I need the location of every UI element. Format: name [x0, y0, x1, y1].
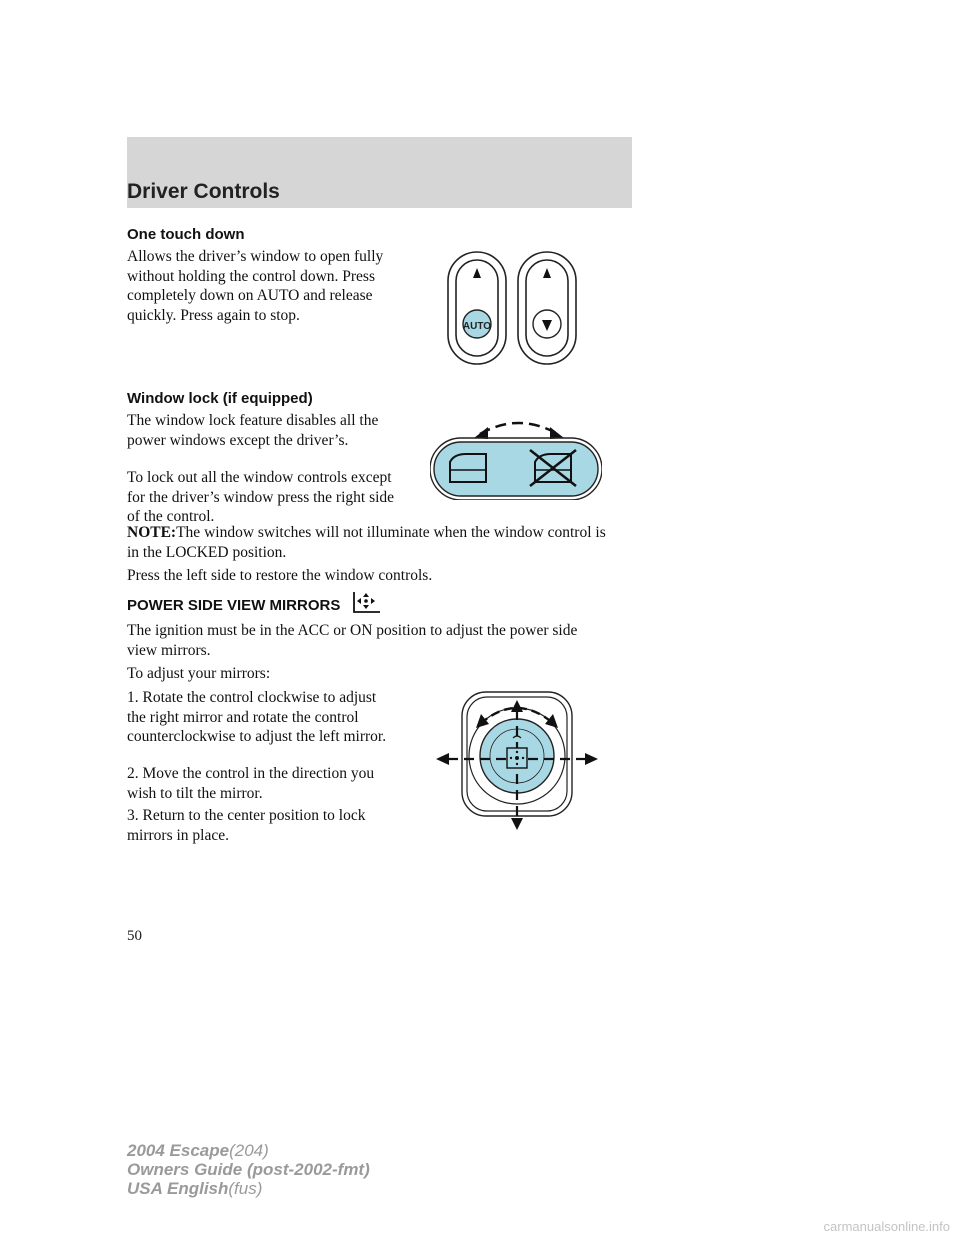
footer-model-code: (204) — [229, 1141, 269, 1160]
footer-model: 2004 Escape — [127, 1141, 230, 1160]
footer-language-code: (fus) — [228, 1179, 263, 1198]
mirrors-step-2: 2. Move the control in the direction you wish to tilt the mirror. — [127, 765, 375, 802]
note-label: NOTE: — [127, 524, 177, 541]
window-lock-para-2: To lock out all the window controls except for the driver’s window press the right side of the control. — [127, 469, 395, 525]
window-lock-heading: Window lock (if equipped) — [127, 390, 313, 407]
auto-button-label: AUTO — [462, 321, 492, 332]
footer-language: USA English — [127, 1179, 229, 1198]
mirrors-para-2: To adjust your mirrors: — [127, 665, 271, 682]
note-text: The window switches will not illuminate when the window control is in the LOCKED position. — [127, 524, 606, 561]
mirror-control-figure — [434, 690, 600, 832]
mirrors-para-1: The ignition must be in the ACC or ON position to adjust the power side view mirrors. — [127, 622, 578, 659]
page-title: Driver Controls — [127, 180, 280, 203]
window-lock-para-3: Press the left side to restore the window controls. — [127, 567, 433, 584]
page-number: 50 — [127, 928, 142, 944]
window-switch-figure — [446, 250, 580, 368]
footer — [127, 1141, 370, 1198]
one-touch-body: Allows the driver’s window to open fully without holding the control down. Press completely down on AUTO and release quickly. Press again to stop. — [127, 248, 384, 324]
mirrors-step-1: 1. Rotate the control clockwise to adjust the right mirror and rotate the control counterclockwise to adjust the left mirror. — [127, 689, 387, 745]
window-lock-para-1: The window lock feature disables all the power windows except the driver’s. — [127, 412, 379, 449]
one-touch-heading: One touch down — [127, 226, 245, 243]
mirror-control-icon — [352, 590, 382, 616]
footer-guide: Owners Guide (post-2002-fmt) — [127, 1160, 370, 1179]
mirrors-step-3: 3. Return to the center position to lock mirrors in place. — [127, 807, 366, 844]
window-lock-note — [127, 523, 607, 562]
mirrors-heading: POWER SIDE VIEW MIRRORS — [127, 597, 341, 614]
window-lock-figure — [430, 414, 602, 500]
watermark: carmanualsonline.info — [823, 1219, 950, 1234]
